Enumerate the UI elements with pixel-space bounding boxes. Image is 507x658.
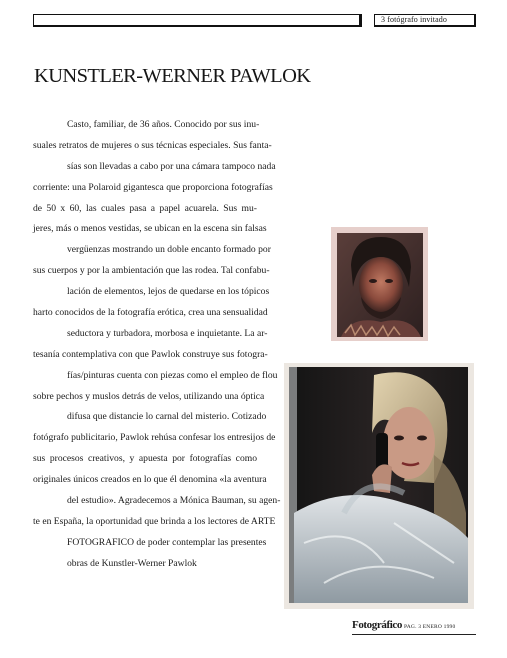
header-rule-box [33, 14, 362, 27]
body-line: suales retratos de mujeres o sus técnicas especiales. Sus fanta- [33, 139, 272, 151]
body-line: corriente: una Polaroid gigantesca que proporciona fotografías [33, 181, 273, 193]
body-line: tesanía contemplativa con que Pawlok construye sus fotogra- [33, 348, 268, 360]
section-tag: 3 fotógrafo invitado [374, 14, 476, 27]
body-line: fías/pinturas cuenta con piezas como el empleo de flou [67, 369, 278, 381]
body-line: fotógrafo publicitario, Pawlok rehúsa confesar los entresijos de [33, 432, 276, 444]
body-line: seductora y turbadora, morbosa e inquietante. La ar- [67, 327, 268, 339]
article-body [33, 115, 281, 575]
body-line: lación de elementos, lejos de quedarse en los tópicos [67, 286, 270, 298]
article-title: KUNSTLER-WERNER PAWLOK [34, 65, 311, 87]
body-line: jeres, más o menos vestidas, se ubican en la escena sin falsas [33, 223, 267, 235]
portrait-photo-art [331, 227, 428, 341]
body-line: de 50 x 60, las cuales pasa a papel acuarela. Sus mu- [33, 202, 257, 214]
body-line: originales únicos creados en lo que él denomina «la aventura [33, 474, 267, 486]
woman-phone-photo-art [284, 363, 474, 609]
body-line: sus procesos creativos, y apuesta por fotografías como [33, 453, 257, 465]
body-line: sobre pechos y muslos detrás de velos, utilizando una óptica [33, 390, 265, 402]
body-line: obras de Kunstler-Werner Pawlok [67, 557, 197, 569]
body-line: difusa que distancie lo carnal del misterio. Cotizado [67, 411, 267, 423]
magazine-name: Fotográfico [352, 619, 402, 631]
issue-info: PAG. 3 ENERO 1990 [403, 624, 456, 630]
body-line: sías son llevadas a cabo por una cámara tampoco nada [67, 160, 276, 172]
portrait-photo [331, 227, 428, 341]
body-line: del estudio». Agradecemos a Mónica Bauman, su agen- [67, 495, 281, 507]
body-line: te en España, la oportunidad que brinda a los lectores de ARTE [33, 515, 276, 527]
woman-phone-photo [284, 363, 474, 609]
footer-rule [352, 634, 476, 635]
body-line: sus cuerpos y por la ambientación que las rodea. Tal confabu- [33, 265, 270, 277]
body-line: harto conocidos de la fotografía erótica, crea una sensualidad [33, 307, 268, 319]
footer-brand [352, 618, 455, 634]
body-line: Casto, familiar, de 36 años. Conocido por sus inu- [67, 119, 260, 130]
body-line: vergüenzas mostrando un doble encanto formado por [67, 244, 271, 256]
body-line: FOTOGRAFICO de poder contemplar las presentes [67, 536, 267, 548]
